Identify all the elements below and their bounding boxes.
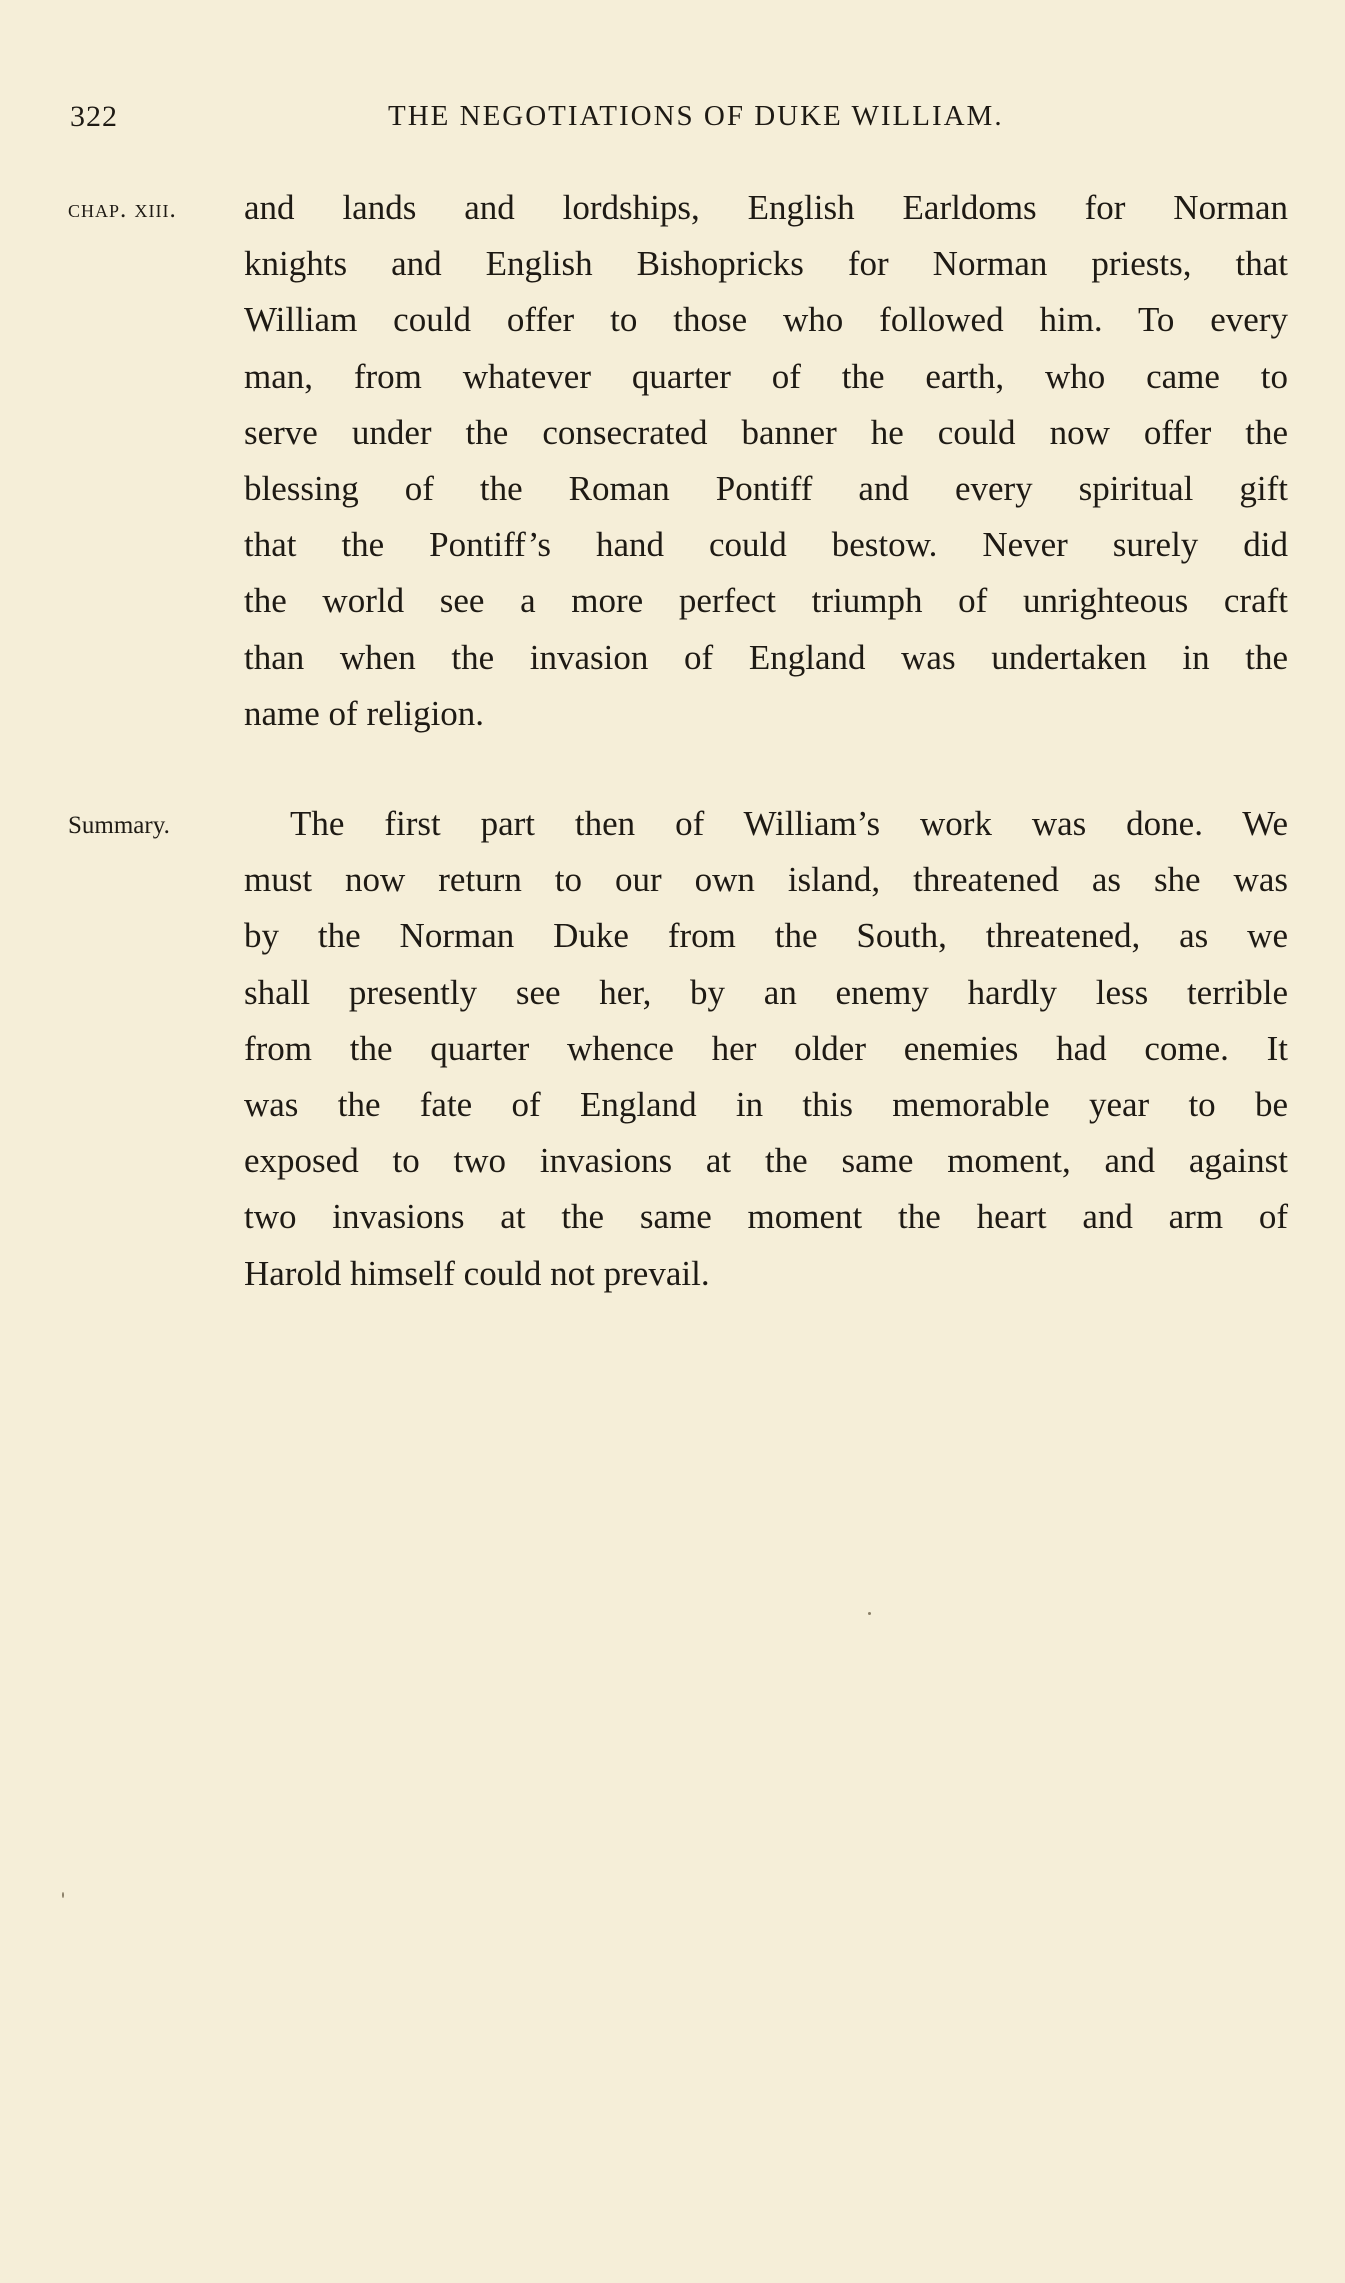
text-line: Harold himself could not prevail. [244,1253,710,1293]
paper-speck [62,1892,64,1898]
text-line: by the Norman Duke from the South, threatened, as we [244,916,1288,956]
margin-note-summary: Summary. [68,812,170,839]
text-line: that the Pontiff’s hand could bestow. Never surely did [244,525,1288,565]
text-line: man, from whatever quarter of the earth, who came to [244,356,1288,396]
text-line: knights and English Bishopricks for Norman priests, that [244,244,1288,284]
text-line: and lands and lordships, English Earldoms for Norman [244,188,1288,227]
text-line: serve under the consecrated banner he could now offer the [244,412,1288,452]
text-line: was the fate of England in this memorable year to be [244,1084,1288,1124]
text-line: exposed to two invasions at the same moment, and against [244,1141,1288,1181]
running-title: THE NEGOTIATIONS OF DUKE WILLIAM. [388,100,1004,132]
text-line: The first part then of William’s work was done. We [290,804,1288,843]
text-line: blessing of the Roman Pontiff and every spiritual gift [244,468,1288,508]
text-line: name of religion. [244,693,485,733]
text-line: shall presently see her, by an enemy hardly less terrible [244,972,1288,1012]
text-line: two invasions at the same moment the heart and arm of [244,1197,1288,1237]
text-line: must now return to our own island, threatened as she was [244,860,1288,900]
text-line: from the quarter whence her older enemies had come. It [244,1028,1288,1068]
page-number: 322 [70,100,118,133]
chapter-label: chap. xiii. [68,196,177,223]
text-line: William could offer to those who followed him. To every [244,300,1288,340]
margin-note-chapter [68,196,177,224]
paper-speck [868,1612,871,1615]
text-line: the world see a more perfect triumph of unrighteous craft [244,581,1288,621]
page-header [0,100,1345,150]
paragraph-1 [244,180,1288,742]
paragraph-2 [244,796,1288,1302]
text-line: than when the invasion of England was undertaken in the [244,637,1288,677]
